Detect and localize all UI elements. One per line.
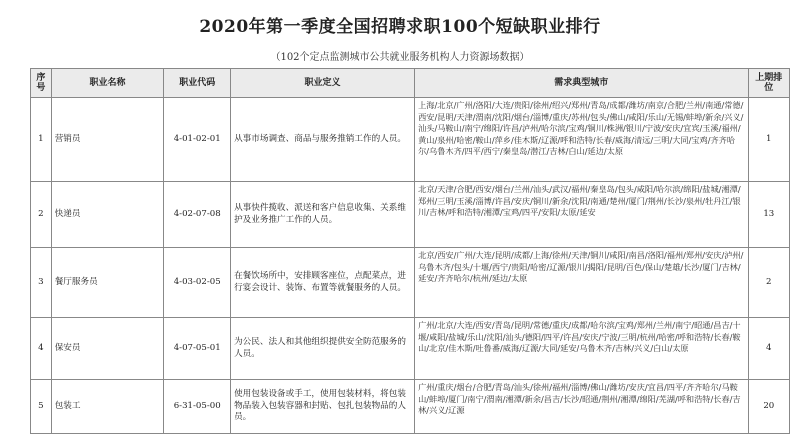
cell-index: 2 <box>31 182 52 248</box>
cell-index: 5 <box>31 380 52 434</box>
cell-code: 4-03-02-05 <box>164 248 231 318</box>
cell-index: 3 <box>31 248 52 318</box>
cell-cities: 广州/重庆/烟台/合肥/青岛/汕头/徐州/福州/淄博/佛山/潍坊/安庆/宜昌/四平/齐齐哈尔/马鞍山/蚌埠/厦门/南宁/渭南/湘潭/新余/昌吉/长沙/昭通/荆州/湘潭/绵阳/芜湖/呼和浩特/长春/吉林/兴义/辽源 <box>415 380 749 434</box>
cell-index: 1 <box>31 98 52 182</box>
table-row <box>31 318 790 380</box>
cell-cities: 北京/西安/广州/大连/昆明/成都/上海/徐州/天津/铜川/咸阳/南昌/洛阳/福州/郑州/安庆/泸州/乌鲁木齐/包头/十堰/西宁/贵阳/哈密/辽源/银川/揭阳/昆明/百色/保山/楚雄/长沙/厦门/吉林/延安/齐齐哈尔/杭州/延边/太原 <box>415 248 749 318</box>
cell-prev-rank: 20 <box>748 380 789 434</box>
cell-definition: 在餐饮场所中，安排顾客座位，点配菜点，进行宴会设计、装饰、布置等就餐服务的人员。 <box>231 248 415 318</box>
cell-name: 包装工 <box>51 380 164 434</box>
cell-index: 4 <box>31 318 52 380</box>
header-definition: 职业定义 <box>231 69 415 98</box>
cell-definition: 从事市场调查、商品与服务推销工作的人员。 <box>231 98 415 182</box>
page-subtitle: （102个定点监测城市公共就业服务机构人力资源场数据） <box>270 52 530 63</box>
header-code: 职业代码 <box>164 69 231 98</box>
table-header-row <box>31 69 790 98</box>
cell-name: 快递员 <box>51 182 164 248</box>
cell-prev-rank: 4 <box>748 318 789 380</box>
table-row <box>31 182 790 248</box>
table-row <box>31 98 790 182</box>
cell-cities: 广州/北京/大连/西安/青岛/昆明/常德/重庆/成都/哈尔滨/宝鸡/郑州/兰州/南宁/昭通/昌吉/十堰/咸阳/盐城/乐山/沈阳/汕头/德阳/四平/许昌/安庆/宁波/三明/杭州/哈密/呼和浩特/长春/鞍山/北京/佳木斯/吐鲁番/威海/辽源/大同/延安/乌鲁木齐/吉林/兴义/白山/太原 <box>415 318 749 380</box>
cell-name: 营销员 <box>51 98 164 182</box>
cell-definition: 使用包装设备或手工，使用包装材料，将包装物品装入包装容器和封贴、包扎包装物品的人员。 <box>231 380 415 434</box>
cell-prev-rank: 1 <box>748 98 789 182</box>
header-index: 序号 <box>31 69 52 98</box>
cell-code: 6-31-05-00 <box>164 380 231 434</box>
cell-name: 餐厅服务员 <box>51 248 164 318</box>
cell-code: 4-02-07-08 <box>164 182 231 248</box>
cell-prev-rank: 13 <box>748 182 789 248</box>
cell-prev-rank: 2 <box>748 248 789 318</box>
shortage-occupations-table <box>30 68 790 434</box>
page-title: 2020年第一季度全国招聘求职100个短缺职业排行 <box>199 17 601 37</box>
cell-code: 4-01-02-01 <box>164 98 231 182</box>
cell-code: 4-07-05-01 <box>164 318 231 380</box>
header-cities: 需求典型城市 <box>415 69 749 98</box>
cell-name: 保安员 <box>51 318 164 380</box>
cell-definition: 从事快件揽收、派送和客户信息收集、关系维护及业务推广工作的人员。 <box>231 182 415 248</box>
table-row <box>31 248 790 318</box>
table-row <box>31 380 790 434</box>
header-prev-rank: 上期排位 <box>748 69 789 98</box>
cell-cities: 北京/天津/合肥/西安/烟台/兰州/汕头/武汉/福州/秦皇岛/包头/咸阳/哈尔滨/绵阳/盐城/湘潭/郑州/三明/玉溪/淄博/许昌/安庆/铜川/新余/沈阳/南通/楚州/厦门/荆州/长沙/泉州/牡丹江/银川/吉林/呼和浩特/湘潭/宝鸡/四平/安阳/太原/延安 <box>415 182 749 248</box>
header-name: 职业名称 <box>51 69 164 98</box>
cell-cities: 上海/北京/广州/洛阳/大连/贵阳/徐州/绍兴/郑州/青岛/成都/潍坊/南京/合肥/兰州/南通/常德/西安/昆明/天津/渭南/沈阳/烟台/淄博/重庆/苏州/包头/佛山/咸阳/乐山/无锡/蚌埠/新余/兴义/汕头/马鞍山/南宁/绵阳/许昌/泸州/哈尔滨/宝鸡/铜川/株洲/银川/宁波/安庆/宜宾/玉溪/福州/黄山/泉州/哈密/鞍山/萍乡/佳木斯/辽源/呼和浩特/长春/威海/清远/三明/大同/宝鸡/齐齐哈尔/乌鲁木齐/四平/西宁/秦皇岛/潜江/吉林/白山/延边/太原 <box>415 98 749 182</box>
cell-definition: 为公民、法人和其他组织提供安全防范服务的人员。 <box>231 318 415 380</box>
